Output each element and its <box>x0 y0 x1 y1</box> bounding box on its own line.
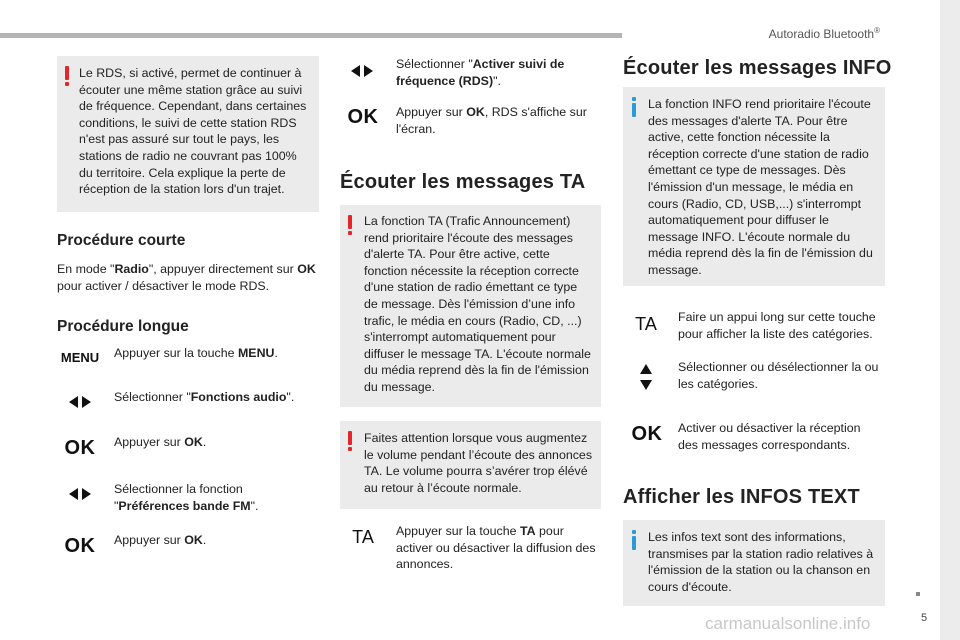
short-procedure-text: En mode "Radio", appuyer directement sur OK pour activer / désactiver le mode RDS. <box>57 262 316 293</box>
text-note-box <box>623 520 885 606</box>
info-section-title: Écouter les messages INFO <box>623 57 892 79</box>
step-select-categories: Sélectionner ou désélectionner la ou les catégories. <box>678 360 879 391</box>
info-icon <box>632 97 637 117</box>
header-title: Autoradio Bluetooth® <box>768 26 880 41</box>
warning-icon <box>348 215 352 235</box>
step-select-audio: Sélectionner "Fonctions audio". <box>114 390 295 404</box>
warning-icon <box>348 431 352 451</box>
header-rule <box>0 33 622 38</box>
ta-key-icon: TA <box>352 527 374 547</box>
rds-warning-box <box>57 56 319 212</box>
volume-warning-text: Faites attention lorsque vous augmentez le volume pendant l’écoute des annonces TA. Le volume pourra s’avérer trop élévé au retour à l’écoute normale. <box>364 431 593 495</box>
side-strip <box>940 0 960 640</box>
menu-key-icon: MENU <box>60 350 100 365</box>
step-select-rds: Sélectionner "Activer suivi de fréquence (RDS)". <box>396 57 565 88</box>
info-note-box <box>623 87 885 286</box>
ta-key-icon: TA <box>635 314 657 334</box>
step-categories-list: Faire un appui long sur cette touche pour afficher la liste des catégories. <box>678 310 876 341</box>
rds-warning-text: Le RDS, si activé, permet de continuer à écouter une même station grâce au suivi de fréquence. Cependant, dans certaines conditions, le suivi de cette station RDS n'est pas assuré sur tout le pays, les stations de radio ne couvrant pas 100% du territoire. Cela explique la perte de réception de la station lors d'un trajet. <box>79 66 307 197</box>
info-note-text: La fonction INFO rend prioritaire l'écoute des messages d'alerte TA. Pour être active, cette fonction nécessite la réception correcte d'une station de radio émettant ce type de messages. Dès l'émission d'un message, le média en cours (Radio, CD, USB,...) s'interrompt automatiquement pour diffuser le message INFO. L'écoute normale du média reprend dès la fin de l'émission du message. <box>648 97 873 277</box>
ta-warning-box <box>340 205 601 407</box>
long-procedure-title: Procédure longue <box>57 318 189 335</box>
page-number: 5 <box>921 612 928 624</box>
text-note-text: Les infos text sont des informations, transmises par la station radio relatives à l'émission de la station ou la chanson en cours d'écoute. <box>648 530 874 594</box>
step-menu: Appuyer sur la touche MENU. <box>114 346 278 360</box>
step-ta: Appuyer sur la touche TA pour activer ou désactiver la diffusion des annonces. <box>396 524 596 572</box>
watermark[interactable]: carmanualsonline.info <box>705 614 871 633</box>
volume-warning-box <box>340 421 601 509</box>
info-icon <box>632 530 637 550</box>
step-ok-2: Appuyer sur OK. <box>114 533 207 547</box>
step-activate-messages: Activer ou désactiver la réception des messages correspondants. <box>678 421 861 452</box>
warning-icon <box>65 66 69 86</box>
up-down-arrows-icon <box>639 364 653 396</box>
step-ok-1: Appuyer sur OK. <box>114 435 207 449</box>
step-ok-rds: Appuyer sur OK, RDS s'affiche sur l'écran. <box>396 105 587 136</box>
left-right-arrows-icon <box>340 64 384 78</box>
left-right-arrows-icon <box>58 395 102 409</box>
ok-key-icon: OK <box>347 106 379 128</box>
ok-key-icon: OK <box>64 535 96 557</box>
ta-warning-text: La fonction TA (Trafic Announcement) rend prioritaire l'écoute des messages d'alerte TA. Pour être active, cette fonction nécessite la réception correcte d'une station de radio émettant ce type de message. Dès l'émission d’une info trafic, le média en cours (Radio, CD, ...) s'interrompt automatiquement pour diffuser le message TA. L'écoute normale du média reprend dès la fin de l'émission du message. <box>364 214 591 394</box>
text-section-title: Afficher les INFOS TEXT <box>623 486 860 508</box>
ok-key-icon: OK <box>631 423 663 445</box>
step-select-fm: Sélectionner la fonction "Préférences bande FM". <box>114 482 259 513</box>
left-right-arrows-icon <box>58 487 102 501</box>
ta-section-title: Écouter les messages TA <box>340 171 586 193</box>
short-procedure-title: Procédure courte <box>57 232 186 249</box>
ok-key-icon: OK <box>64 437 96 459</box>
page-marker <box>916 592 920 596</box>
